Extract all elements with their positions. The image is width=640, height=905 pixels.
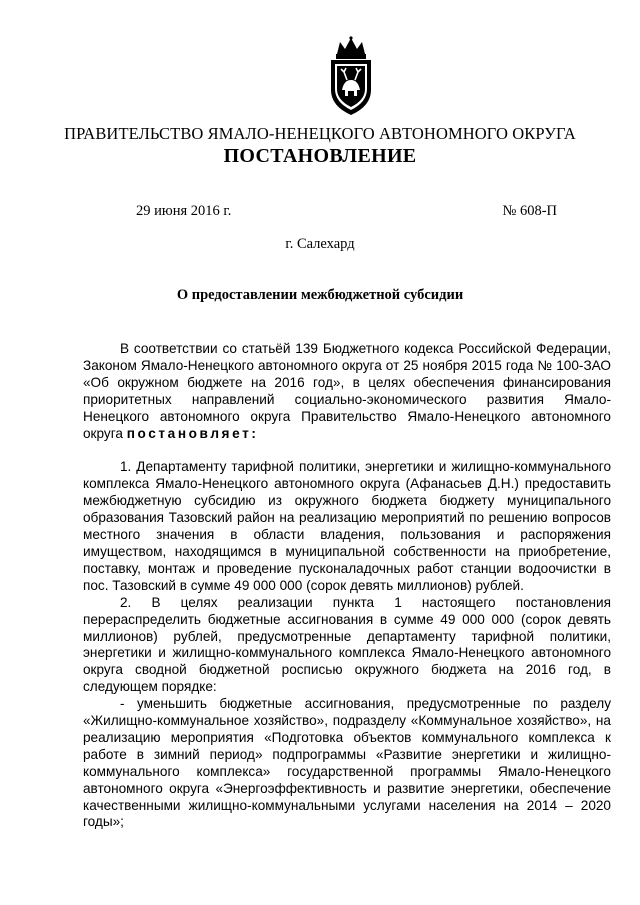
document-city: г. Салехард (285, 236, 355, 252)
coat-of-arms-icon (327, 36, 375, 118)
document-number: № 608-П (502, 203, 557, 219)
document-date: 29 июня 2016 г. (136, 203, 232, 219)
document-title: О предоставлении межбюджетной субсидии (176, 287, 464, 303)
preamble-paragraph (83, 341, 611, 442)
preamble-text: В соответствии со статьёй 139 Бюджетного кодекса Российской Федерации, Законом Ямало-Ненецкого автономного округа от 25 ноября 2015 года № 100-ЗАО «Об окружном бюджете на 2016 год», в целях обеспечения финансирования приоритетных направлений социально-экономического развития Ямало-Ненецкого автономного округа Правительство Ямало-Ненецкого автономного округа (83, 341, 611, 441)
paragraph-2-item: - уменьшить бюджетные ассигнования, предусмотренные по разделу «Жилищно-коммунальное хозяйство», подразделу «Коммунальное хозяйство», на реализацию мероприятия «Подготовка объектов коммунального комплекса к работе в зимний период» подпрограммы «Развитие энергетики и жилищно-коммунального комплекса» государственной программы Ямало-Ненецкого автономного округа «Энергоэффективность и развитие энергетики, обеспечение качественными жилищно-коммунальными услугами населения на 2014 – 2020 годы»; (83, 696, 611, 830)
paragraph-2: 2. В целях реализации пункта 1 настоящего постановления перераспределить бюджетные ассигнования в сумме 49 000 000 (сорок девять миллионов) рублей, предусмотренные департаменту тарифной политики, энергетики и жилищно-коммунального комплекса Ямало-Ненецкого автономного округа сводной бюджетной росписью окружного бюджета на 2016 год, в следующем порядке: (83, 594, 611, 695)
document-body (83, 341, 611, 831)
paragraph-1: 1. Департаменту тарифной политики, энергетики и жилищно-коммунального комплекса Ямало-Ненецкого автономного округа (Афанасьев Д.Н.) предоставить межбюджетную субсидию из окружного бюджета бюджету муниципального образования Тазовский район на реализацию мероприятий по решению вопросов местного значения в области владения, пользования и распоряжения имуществом, находящимся в муниципальной собственности на приобретение, поставку, монтаж и проведение пусконаладочных работ станции водоочистки в пос. Тазовский в сумме 49 000 000 (сорок девять миллионов) рублей. (83, 459, 611, 593)
document-type: ПОСТАНОВЛЕНИЕ (223, 145, 417, 167)
government-name: ПРАВИТЕЛЬСТВО ЯМАЛО-НЕНЕЦКОГО АВТОНОМНОГО ОКРУГА (64, 124, 576, 143)
decree-word: постановляет: (126, 425, 259, 441)
